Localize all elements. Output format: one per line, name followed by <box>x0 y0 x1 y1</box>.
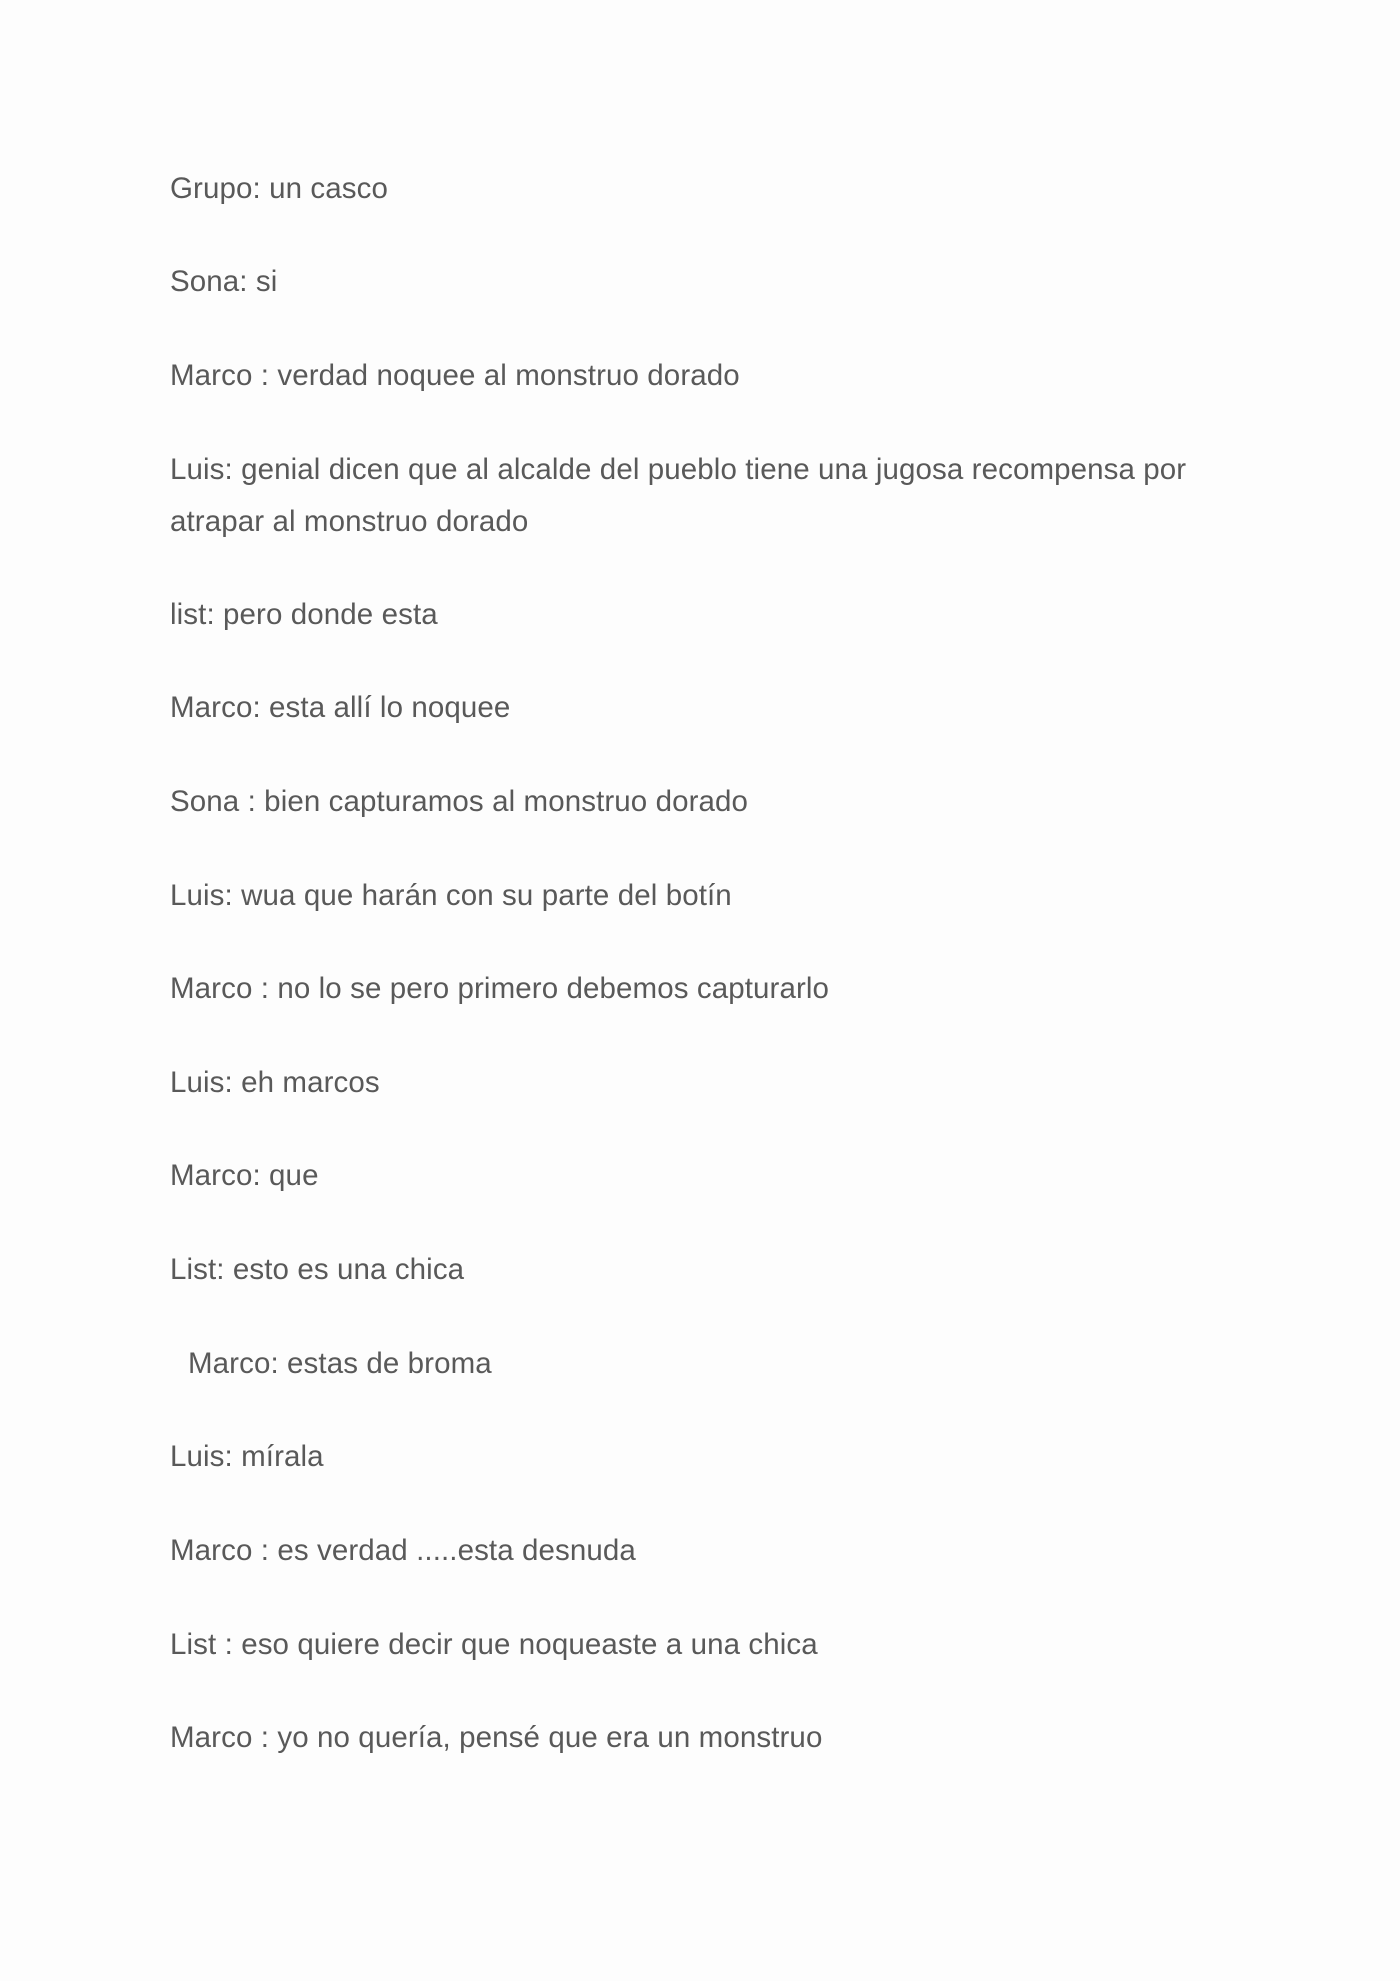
dialogue-line: Luis: eh marcos <box>170 1066 380 1099</box>
dialogue-line: Marco: estas de broma <box>188 1347 492 1380</box>
dialogue-line: Luis: genial dicen que al alcalde del pueblo tiene una jugosa recompensa por atrapar al monstruo dorado <box>170 453 1187 538</box>
dialogue-line: Marco : verdad noquee al monstruo dorado <box>170 359 740 392</box>
dialogue-line: Marco: que <box>170 1159 319 1192</box>
dialogue-line: List : eso quiere decir que noqueaste a una chica <box>170 1628 818 1661</box>
dialogue-line: list: pero donde esta <box>170 598 438 631</box>
dialogue-line: Marco: esta allí lo noquee <box>170 691 511 724</box>
dialogue-line: Luis: mírala <box>170 1440 324 1473</box>
dialogue-line: Marco : no lo se pero primero debemos capturarlo <box>170 972 830 1005</box>
dialogue-line: Luis: wua que harán con su parte del botín <box>170 879 732 912</box>
dialogue-line: Marco : es verdad .....esta desnuda <box>170 1534 636 1567</box>
dialogue-line: Sona: si <box>170 265 278 298</box>
dialogue-line: Marco : yo no quería, pensé que era un monstruo <box>170 1721 823 1754</box>
dialogue-line: Grupo: un casco <box>170 172 388 205</box>
dialogue-line: Sona : bien capturamos al monstruo dorado <box>170 785 749 818</box>
dialogue-line: List: esto es una chica <box>170 1253 465 1286</box>
